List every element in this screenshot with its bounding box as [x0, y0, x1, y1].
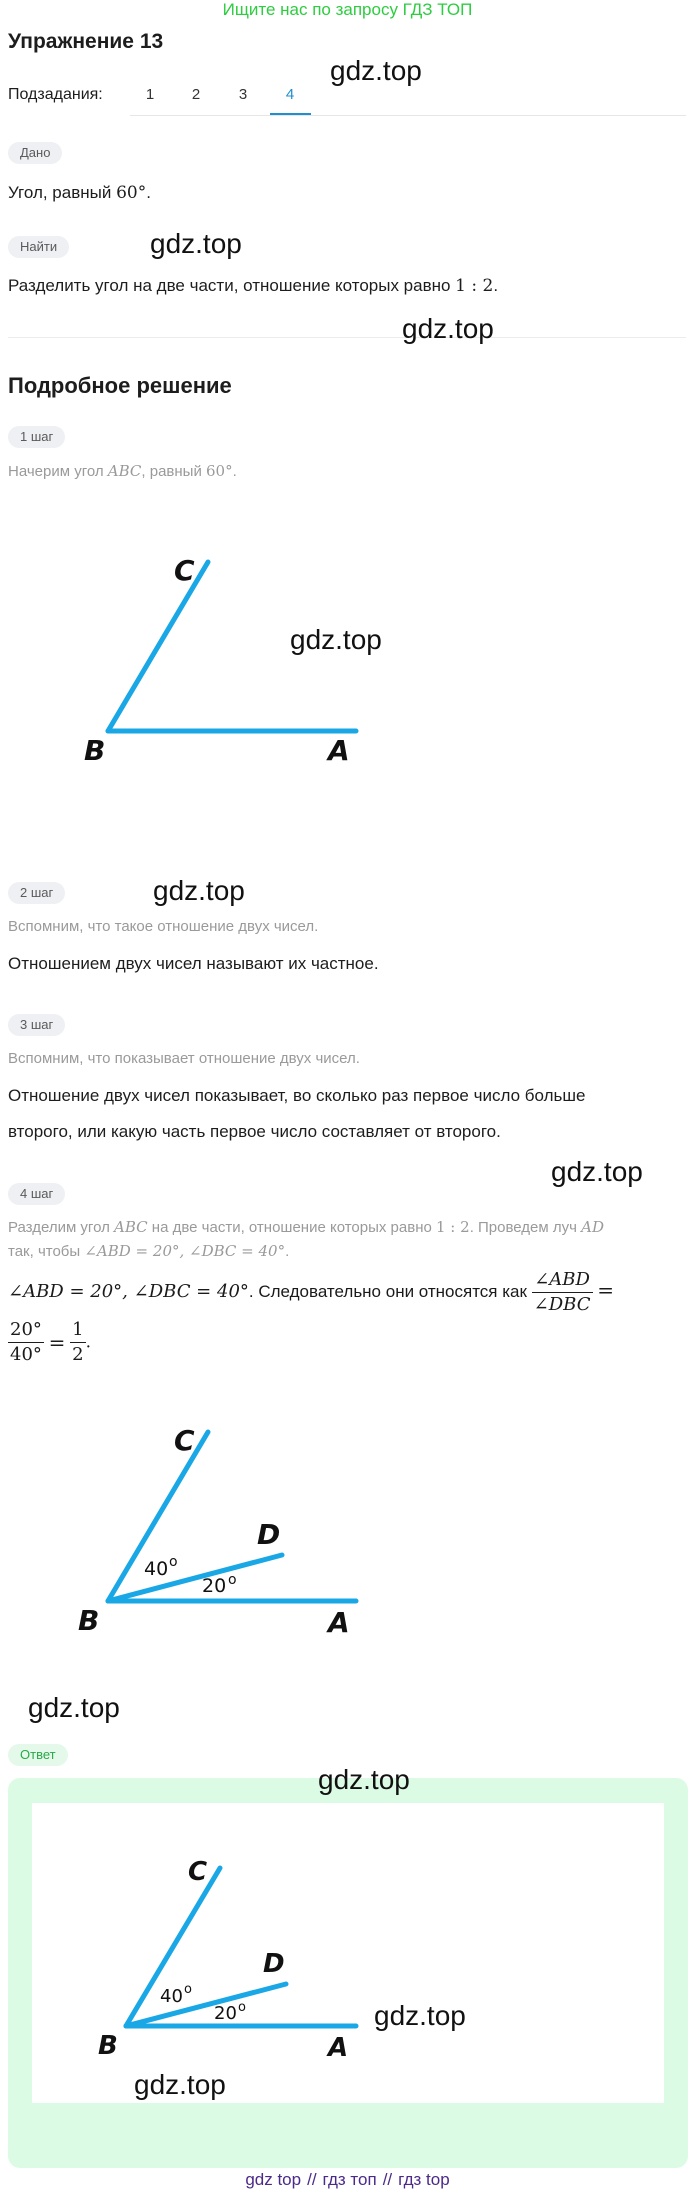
- step-4-hint-text-2: на две части, отношение которых равно: [147, 1219, 436, 1236]
- find-text: [8, 273, 498, 299]
- step-4-text-label: . Следовательно они относятся как: [248, 1281, 532, 1301]
- step-4-hint-line-2: [8, 1240, 289, 1263]
- label-c: C: [188, 1857, 208, 1887]
- label-a: A: [328, 2033, 349, 2063]
- tab-subtask-2[interactable]: 2: [191, 86, 201, 103]
- equals-sign-2: =: [48, 1330, 66, 1355]
- step-3-text-line-1: Отношение двух чисел показывает, во сколько раз первое число больше: [8, 1086, 586, 1105]
- footer-separator: //: [307, 2170, 317, 2189]
- fraction-1-2: [70, 1318, 85, 1367]
- degree-mark-40: o: [184, 1982, 192, 1997]
- step-4-hint-text-4: так, чтобы: [8, 1243, 85, 1260]
- given-badge: Дано: [8, 142, 62, 164]
- step-3-badge: 3 шаг: [8, 1014, 65, 1036]
- step-4-ratio: 1 : 2: [436, 1218, 470, 1236]
- fraction-abd-dbc: [532, 1268, 593, 1317]
- watermark: gdz.top: [374, 2000, 466, 2031]
- watermark: gdz.top: [134, 2069, 226, 2100]
- step-1-hint-end: .: [232, 463, 237, 480]
- label-d: D: [263, 1949, 285, 1979]
- step-4-text: [8, 1268, 688, 1317]
- given-value: 60°: [116, 183, 147, 203]
- degree-mark-20: o: [238, 2000, 246, 2015]
- step-4-text-end: .: [85, 1332, 91, 1353]
- step-2-text: Отношением двух чисел называют их частное.: [8, 954, 379, 973]
- step-4-badge: 4 шаг: [8, 1183, 65, 1205]
- step-4-hint-end: .: [285, 1243, 290, 1260]
- step-4-equations: ∠ABD = 20°, ∠DBC = 40°: [8, 1280, 249, 1302]
- label-b: B: [78, 1604, 100, 1637]
- label-c: C: [174, 1424, 195, 1457]
- step-4-angles: ∠ABD = 20°, ∠DBC = 40°: [84, 1242, 286, 1260]
- angle-label-20: 20: [214, 2003, 237, 2024]
- fraction-dbc: ∠DBC: [533, 1294, 591, 1315]
- watermark: gdz.top: [290, 624, 382, 655]
- step-1-angle-name: ABC: [107, 462, 142, 480]
- label-b: B: [84, 734, 106, 767]
- step-4-hint-text-3: . Проведем луч: [469, 1219, 582, 1236]
- fraction-20: 20°: [8, 1318, 44, 1343]
- label-a: A: [328, 1606, 350, 1639]
- angle-label-40: 40: [144, 1558, 169, 1580]
- step-4-angle-name: ABC: [114, 1218, 148, 1236]
- angle-abd-dbc-diagram: [60, 1410, 380, 1650]
- degree-mark-20: o: [228, 1572, 237, 1588]
- fraction-1: 1: [70, 1318, 85, 1343]
- search-banner: Ищите нас по запросу ГДЗ ТОП: [222, 0, 473, 19]
- footer-link-gdz-top-ru[interactable]: гдз топ: [322, 2170, 377, 2189]
- step-1-hint-text: Начерим угол: [8, 463, 108, 480]
- find-text-label: Разделить угол на две части, отношение которых равно: [8, 276, 456, 295]
- fraction-2: 2: [72, 1344, 84, 1365]
- step-3-text-line-2: второго, или какую часть первое число составляет от второго.: [8, 1122, 501, 1141]
- step-4-hint-line-1: [8, 1216, 604, 1239]
- active-tab-indicator: [270, 113, 311, 115]
- section-divider: [8, 337, 686, 338]
- angle-label-20: 20: [202, 1575, 227, 1597]
- tab-subtask-4[interactable]: 4: [285, 86, 295, 103]
- fraction-abd: ∠ABD: [532, 1268, 593, 1293]
- step-2-badge: 2 шаг: [8, 882, 65, 904]
- tab-subtask-3[interactable]: 3: [238, 86, 248, 103]
- step-1-hint-text-2: , равный: [141, 463, 207, 480]
- angle-label-40: 40: [160, 1986, 183, 2007]
- watermark: gdz.top: [318, 1764, 410, 1795]
- find-ratio: 1 : 2: [455, 276, 494, 296]
- tabs-divider: [130, 115, 686, 116]
- label-d: D: [257, 1518, 281, 1551]
- angle-abc-diagram: [60, 540, 380, 780]
- label-b: B: [98, 2031, 118, 2061]
- footer-link-gdz-top-mixed[interactable]: гдз top: [398, 2170, 450, 2189]
- watermark: gdz.top: [330, 55, 422, 86]
- step-2-hint: Вспомним, что такое отношение двух чисел.: [8, 918, 319, 935]
- watermark: gdz.top: [153, 875, 245, 906]
- step-1-angle-value: 60°: [206, 462, 233, 480]
- step-4-hint-text: Разделим угол: [8, 1219, 115, 1236]
- answer-badge: Ответ: [8, 1744, 68, 1766]
- footer-separator: //: [382, 2170, 393, 2189]
- fraction-40: 40°: [10, 1344, 42, 1365]
- step-3-hint: Вспомним, что показывает отношение двух чисел.: [8, 1050, 360, 1067]
- step-1-badge: 1 шаг: [8, 426, 65, 448]
- tab-subtask-1[interactable]: 1: [145, 86, 155, 103]
- equals-sign: =: [597, 1277, 615, 1302]
- fraction-20-40: [8, 1318, 44, 1367]
- watermark: gdz.top: [551, 1156, 643, 1187]
- footer-link-gdz-top[interactable]: gdz top: [245, 2170, 302, 2189]
- solution-title: Подробное решение: [8, 373, 232, 398]
- given-text-end: .: [146, 183, 151, 202]
- given-text-label: Угол, равный: [8, 183, 117, 202]
- step-4-ray-name: AD: [581, 1218, 604, 1236]
- watermark: gdz.top: [402, 313, 494, 344]
- answer-diagram: [70, 1848, 390, 2088]
- ray-bd: [108, 1555, 282, 1601]
- step-4-fraction-line: [8, 1318, 91, 1367]
- subtasks-label: Подзадания:: [8, 86, 103, 103]
- watermark: gdz.top: [28, 1692, 120, 1723]
- ray-bc: [108, 562, 208, 731]
- exercise-title: Упражнение 13: [8, 30, 164, 53]
- degree-mark-40: o: [169, 1554, 178, 1570]
- watermark: gdz.top: [150, 228, 242, 259]
- step-1-hint: [8, 460, 237, 483]
- label-a: A: [328, 734, 350, 767]
- find-badge: Найти: [8, 236, 69, 258]
- find-text-end: .: [493, 276, 499, 295]
- footer-links: [0, 2170, 695, 2190]
- given-text: [8, 180, 151, 206]
- label-c: C: [174, 554, 195, 587]
